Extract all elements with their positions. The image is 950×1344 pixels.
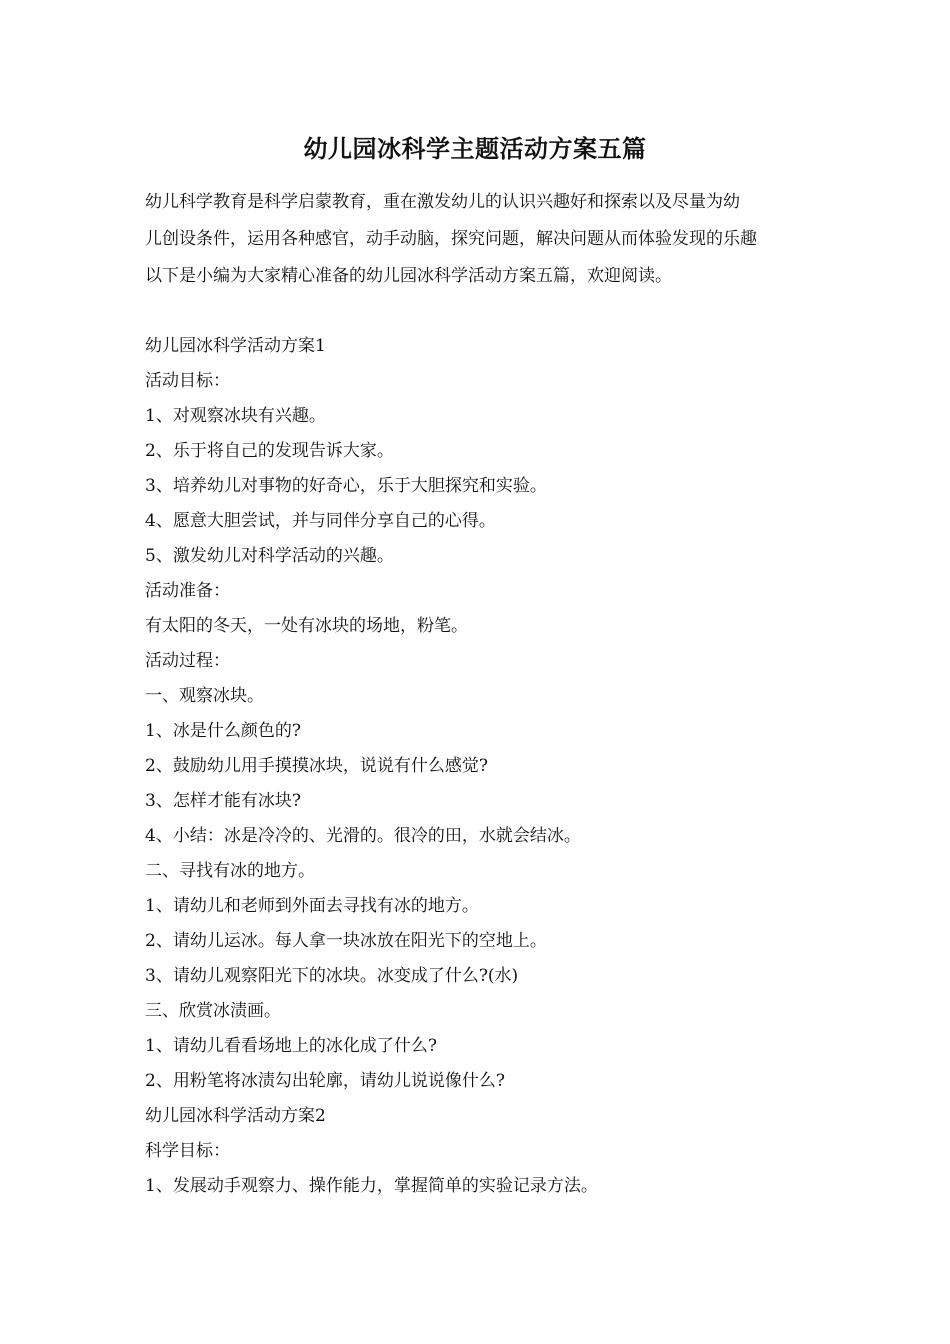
body-line: 2、鼓励幼儿用手摸摸冰块，说说有什么感觉? [145,756,488,776]
body-line: 有太阳的冬天，一处有冰块的场地，粉笔。 [145,616,468,636]
body-line: 三、欣赏冰渍画。 [145,1001,281,1021]
subheading: 活动准备： [145,581,230,601]
body-line: 4、小结：冰是冷冷的、光滑的。很冷的田，水就会结冰。 [145,826,581,846]
body-line: 2、请幼儿运冰。每人拿一块冰放在阳光下的空地上。 [145,931,547,951]
body-line: 2、用粉笔将冰渍勾出轮廓，请幼儿说说像什么? [145,1071,505,1091]
document-body [145,329,810,1204]
body-line: 3、怎样才能有冰块? [145,791,301,811]
body-line: 1、发展动手观察力、操作能力，掌握简单的实验记录方法。 [145,1176,598,1196]
body-line: 2、乐于将自己的发现告诉大家。 [145,441,394,461]
body-line: 二、寻找有冰的地方。 [145,861,315,881]
subheading: 科学目标： [145,1141,230,1161]
intro-paragraph [145,184,810,295]
subheading: 活动目标： [145,371,230,391]
body-line: 1、请幼儿和老师到外面去寻找有冰的地方。 [145,896,479,916]
section-heading: 幼儿园冰科学活动方案1 [145,336,326,356]
section-heading: 幼儿园冰科学活动方案2 [145,1106,326,1126]
intro-line: 幼儿科学教育是科学启蒙教育，重在激发幼儿的认识兴趣好和探索以及尽量为幼 [145,192,740,212]
body-line: 3、培养幼儿对事物的好奇心，乐于大胆探究和实验。 [145,476,547,496]
body-line: 一、观察冰块。 [145,686,264,706]
intro-line: 儿创设条件，运用各种感官，动手动脑，探究问题，解决问题从而体验发现的乐趣 [145,229,757,249]
body-line: 3、请幼儿观察阳光下的冰块。冰变成了什么?(水) [145,966,519,986]
body-line: 4、愿意大胆尝试，并与同伴分享自己的心得。 [145,511,496,531]
body-line: 5、激发幼儿对科学活动的兴趣。 [145,546,394,566]
intro-line: 以下是小编为大家精心准备的幼儿园冰科学活动方案五篇，欢迎阅读。 [145,266,672,286]
subheading: 活动过程： [145,651,230,671]
body-line: 1、请幼儿看看场地上的冰化成了什么? [145,1036,437,1056]
document-title: 幼儿园冰科学主题活动方案五篇 [303,134,647,163]
body-line: 1、对观察冰块有兴趣。 [145,406,326,426]
body-line: 1、冰是什么颜色的? [145,721,301,741]
